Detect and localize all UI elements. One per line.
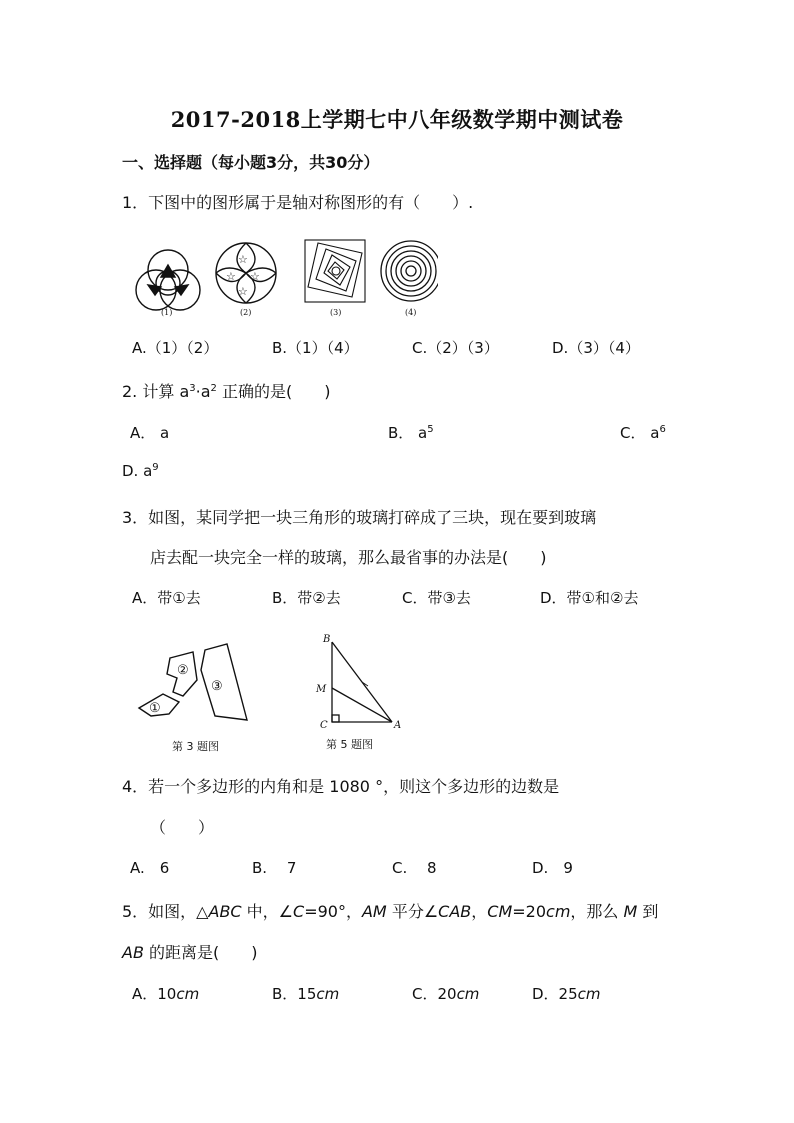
- q3-piece-label-2: ②: [177, 663, 189, 678]
- q5-option-d: D．25cm: [532, 985, 601, 1003]
- q5-vertex-b: B: [323, 634, 331, 645]
- q2-stem: 2. 计算 $a^3\cdot a^2$ 正确的是( ): [122, 382, 331, 401]
- q4-option-b: B. 7: [252, 859, 297, 877]
- svg-text:☆: ☆: [250, 270, 260, 283]
- q1-fig-label-4: (4): [405, 308, 417, 317]
- q3-option-a: A．带①去: [132, 589, 201, 607]
- q1-option-b: B.（1）（4）: [272, 339, 359, 357]
- svg-text:☆: ☆: [238, 285, 248, 298]
- q3-piece-label-3: ③: [211, 679, 223, 694]
- q1-fig-label-3: (3): [330, 308, 342, 317]
- q1-stem: 1．下图中的图形属于是轴对称图形的有（ ）.: [122, 193, 474, 212]
- q5-option-a: A．10cm: [132, 985, 200, 1003]
- q3-option-b: B．带②去: [272, 589, 341, 607]
- q1-option-a: A.（1）（2）: [132, 339, 219, 357]
- q5-line-2: AB 的距离是( ): [122, 943, 258, 962]
- q5-line-1: 5．如图，△ABC 中，∠C=90°，AM 平分∠CAB，CM=20cm，那么 M 到: [122, 902, 659, 921]
- q4-option-c: C. 8: [392, 859, 437, 877]
- q4-option-a: A. 6: [130, 859, 170, 877]
- q3-option-c: C．带③去: [402, 589, 471, 607]
- q3-line-2: 店去配一块完全一样的玻璃，那么最省事的办法是( ): [150, 548, 547, 567]
- q3-figure-caption: 第 3 题图: [172, 740, 219, 753]
- q5-vertex-a: A: [394, 720, 402, 731]
- q3-figure: [135, 640, 255, 730]
- q1-figure-3: [305, 240, 365, 302]
- q5-vertex-m: M: [316, 684, 327, 695]
- q1-figure-4: [381, 241, 438, 301]
- q1-option-c: C.（2）（3）: [412, 339, 499, 357]
- page-title: 2017-2018上学期七中八年级数学期中测试卷: [170, 107, 624, 132]
- q1-figure-2: [216, 243, 276, 303]
- q3-piece-label-1: ①: [149, 701, 161, 716]
- q1-figure-1: [136, 250, 200, 310]
- q4-line-1: 4．若一个多边形的内角和是 1080 °，则这个多边形的边数是: [122, 777, 560, 796]
- glass-piece-3: [201, 644, 247, 720]
- q5-vertex-c: C: [320, 720, 328, 731]
- section-heading: 一、选择题（每小题3分，共30分）: [122, 153, 380, 172]
- q2-option-b: B． $a^5$: [388, 424, 434, 442]
- q1-option-d: D.（3）（4）: [552, 339, 640, 357]
- q5-figure-caption: 第 5 题图: [326, 738, 373, 751]
- q1-fig-label-2: (2): [240, 308, 252, 317]
- q1-figures: [128, 235, 438, 320]
- q3-line-1: 3．如图，某同学把一块三角形的玻璃打碎成了三块，现在要到玻璃: [122, 508, 597, 527]
- q5-figure: [310, 630, 410, 735]
- q2-option-c: C． $a^6$: [620, 424, 666, 442]
- svg-text:☆: ☆: [238, 253, 248, 266]
- q1-fig-label-1: (1): [161, 308, 173, 317]
- q2-option-d: D. $a^9$: [122, 462, 159, 480]
- q5-option-b: B．15cm: [272, 985, 340, 1003]
- q5-option-c: C．20cm: [412, 985, 480, 1003]
- q4-option-d: D. 9: [532, 859, 573, 877]
- svg-text:☆: ☆: [226, 270, 236, 283]
- q2-option-a: A． a: [130, 424, 170, 442]
- q3-option-d: D．带①和②去: [540, 589, 639, 607]
- q4-line-2: （ ）: [150, 818, 215, 837]
